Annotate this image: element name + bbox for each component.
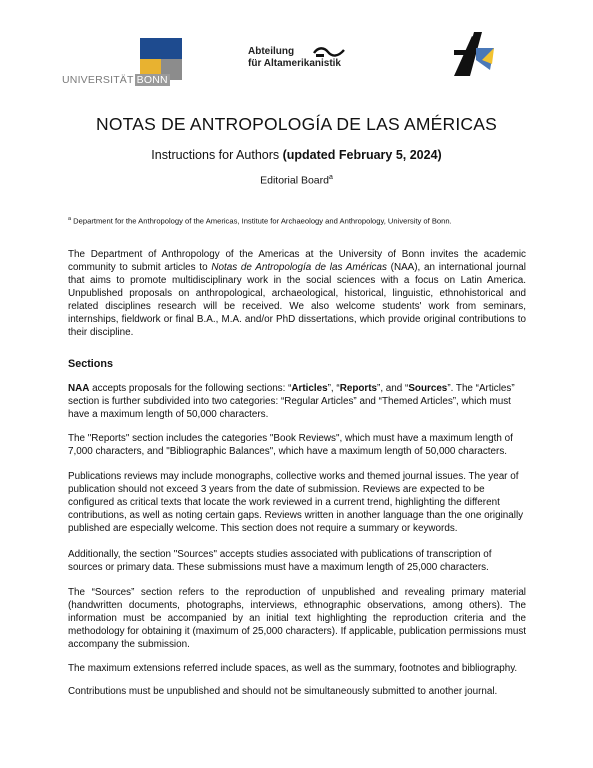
editorial-board-label: Editorial Board$^a$ <box>260 174 333 187</box>
department-logo-line2: für Altamerikanistik <box>248 58 341 69</box>
sections-paragraph-3: Publications reviews may include monographs, collective works and themed journal issues. The year of publication should not exceed 3 years from the date of submission. Reviews are expected to be configured as critical texts that locate the work reviewed in a current trend, highlighting the different contributions, as well as noting certain gaps. Reviews written in another language than the one originally published are especially welcome. This section does not require a summary or keywords. <box>68 471 524 534</box>
sections-paragraph-5: The “Sources” section refers to the reproduction of unpublished and revealing primary material (handwritten documents, photographs, interviews, ethnographic observations, among others). The information must be accompanied by an initial text highlighting the reproduction criteria and the methodology for obtaining it (maximum of 25,000 characters). If applicable, publication permissions must accompany the submission. <box>68 587 526 650</box>
sections-paragraph-7: Contributions must be unpublished and should not be simultaneously submitted to another journal. <box>68 686 498 697</box>
serpent-glyph-icon <box>312 46 346 58</box>
sections-paragraph-1: NAA accepts proposals for the following sections: “Articles”, “Reports”, and “Sources”. The “Articles” section is further subdivided into two categories: “Regular Articles” and “Themed Articles”, which must have a maximum length of 50,000 characters. <box>68 383 515 420</box>
intro-paragraph: The Department of Anthropology of the Americas at the University of Bonn invites the academic community to submit articles to Notas de Antropología de las Américas (NAA), an international journal that aims to promote multidisciplinary work in the social sciences with a focus on Latin America. Unpublished proposals on anthropological, archaeological, historical, linguistic, ethnohistorical and related disciplines research will be received. We also welcome students' work from seminars, internships, fieldwork or final B.A., M.A. and/or PhD dissertations, which provide original contributions to their discipline. <box>68 249 526 338</box>
sections-paragraph-6: The maximum extensions referred include spaces, as well as the summary, footnotes and bibliography. <box>68 663 518 674</box>
journal-a-logo-icon <box>452 30 496 78</box>
sections-heading: Sections <box>68 358 114 370</box>
sections-paragraph-2: The "Reports" section includes the categories "Book Reviews", which must have a maximum length of 7,000 characters, and "Bibliographic Balances", which have a maximum length of 50,000 characters. <box>68 433 513 457</box>
bonn-logo-text: UNIVERSITÄT BONN <box>62 74 168 86</box>
instructions-subtitle: Instructions for Authors (updated February 5, 2024) <box>151 148 442 162</box>
update-date: (updated February 5, 2024) <box>282 148 442 162</box>
department-logo-line1: Abteilung <box>248 46 295 57</box>
journal-title: NOTAS DE ANTROPOLOGÍA DE LAS AMÉRICAS <box>96 114 497 134</box>
department-logo <box>248 46 348 76</box>
sections-paragraph-4: Additionally, the section "Sources" accepts studies associated with publications of transcription of sources or primary data. These submissions must have a maximum length of 25,000 characters. <box>68 549 492 573</box>
affiliation-footnote: $^a$ Department for the Anthropology of the Americas, Institute for Archaeology and Anthropology, University of Bonn. <box>68 216 452 226</box>
university-bonn-logo <box>62 38 188 90</box>
journal-name-italic: Notas de Antropología de las Américas <box>211 262 387 273</box>
